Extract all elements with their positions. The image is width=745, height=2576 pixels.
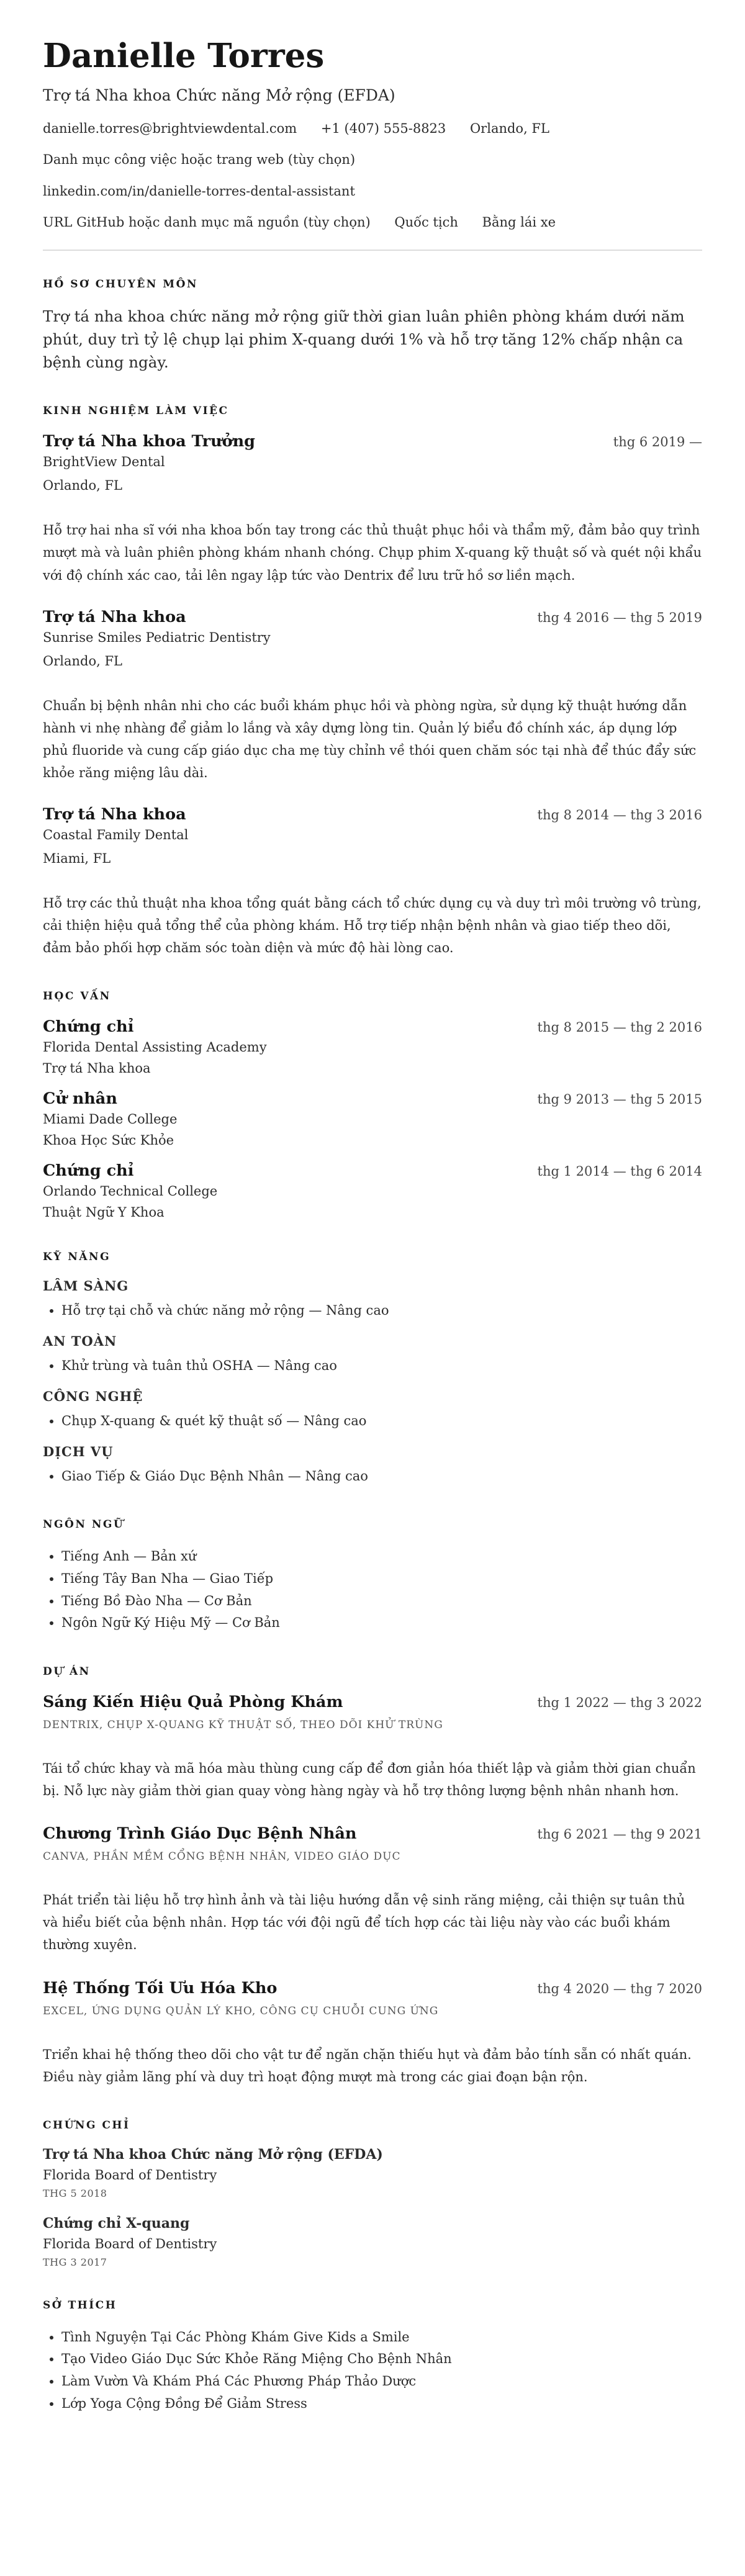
experience-description: Chuẩn bị bệnh nhân nhi cho các buổi khám phục hồi và phòng ngừa, sử dụng kỹ thuật hướng dẫn hành vi nhẹ nhàng để giảm lo lắng và xây dựng lòng tin. Quản lý biểu đồ chính xác, áp dụng lớp phủ fluoride và cung cấp giáo dục cha mẹ tùy chỉnh về thói quen chăm sóc tại nhà để thúc đẩy sức khỏe răng miệng lâu dài. [43, 698, 697, 781]
section-heading: HỌC VẤN [43, 990, 111, 1003]
resume-header [43, 37, 702, 231]
education-dates: thg 8 2015 — thg 2 2016 [537, 1020, 702, 1035]
education-field: Khoa Học Sức Khỏe [43, 1133, 174, 1148]
education-field: Thuật Ngữ Y Khoa [43, 1205, 165, 1220]
skill-item: • Giao Tiếp & Giáo Dục Bệnh Nhân — Nâng cao [61, 1466, 702, 1488]
interest-list [43, 2326, 702, 2415]
experience-title: Trợ tá Nha khoa [43, 805, 186, 824]
section-heading: NGÔN NGỮ [43, 1518, 125, 1531]
experience-item [43, 805, 702, 959]
projects-section [43, 1665, 702, 2088]
candidate-name: Danielle Torres [43, 37, 325, 75]
languages-section [43, 1518, 702, 1634]
education-dates: thg 9 2013 — thg 5 2015 [537, 1092, 702, 1107]
phone[interactable]: +1 (407) 555-8823 [320, 120, 446, 136]
drivers-license: Bằng lái xe [482, 214, 556, 230]
skill-list [43, 1410, 702, 1433]
education-item [43, 1161, 702, 1220]
skill-list [43, 1355, 702, 1377]
project-item [43, 1824, 702, 1956]
education-section [43, 990, 702, 1220]
project-title: Sáng Kiến Hiệu Quả Phòng Khám [43, 1692, 343, 1711]
interest-item: • Tình Nguyện Tại Các Phòng Khám Give Kids a Smile [61, 2326, 702, 2349]
experience-description: Hỗ trợ hai nha sĩ với nha khoa bốn tay trong các thủ thuật phục hồi và thẩm mỹ, đảm bảo quy trình mượt mà và luân phiên phòng khám nhanh chóng. Chụp phim X-quang kỹ thuật số và quét nội khẩu với độ chính xác cao, tải lên ngay lập tức vào Dentrix để lưu trữ hồ sơ liền mạch. [43, 523, 702, 583]
project-description: Tái tổ chức khay và mã hóa màu thùng cung cấp để đơn giản hóa thiết lập và giảm thời gian chuẩn bị. Nỗ lực này giảm thời gian quay vòng hàng ngày và hỗ trợ thông lượng bệnh nhân nhanh hơn. [43, 1760, 696, 1799]
language-list [43, 1546, 702, 1634]
section-heading: KỸ NĂNG [43, 1251, 111, 1264]
skill-item: • Chụp X-quang & quét kỹ thuật số — Nâng cao [61, 1410, 702, 1433]
project-description: Phát triển tài liệu hỗ trợ hình ảnh và tài liệu hướng dẫn vệ sinh răng miệng, cải thiện sự tuân thủ và hiểu biết của bệnh nhân. Hợp tác với đội ngũ để tích hợp các tài liệu này vào các buổi khám thường xuyên. [43, 1893, 685, 1953]
language-item: • Tiếng Bồ Đào Nha — Cơ Bản [61, 1590, 702, 1613]
header-divider [43, 250, 702, 251]
project-tech: DENTRIX, CHỤP X-QUANG KỸ THUẬT SỐ, THEO DÕI KHỬ TRÙNG [43, 1718, 443, 1731]
certification-item [43, 2146, 702, 2199]
education-dates: thg 1 2014 — thg 6 2014 [537, 1164, 702, 1179]
experience-company: Coastal Family Dental [43, 827, 189, 843]
experience-location: Miami, FL [43, 851, 111, 867]
education-degree: Chứng chỉ [43, 1161, 134, 1181]
email[interactable]: danielle.torres@brightviewdental.com [43, 120, 297, 136]
experience-title: Trợ tá Nha khoa [43, 607, 186, 626]
section-heading: SỞ THÍCH [43, 2299, 117, 2312]
project-title: Chương Trình Giáo Dục Bệnh Nhân [43, 1824, 357, 1844]
language-item: • Tiếng Anh — Bản xứ [61, 1546, 702, 1568]
interests-section [43, 2299, 702, 2415]
project-tech: CANVA, PHẦN MỀM CỔNG BỆNH NHÂN, VIDEO GIÁO DỤC [43, 1850, 401, 1863]
interest-item: • Lớp Yoga Cộng Đồng Để Giảm Stress [61, 2393, 702, 2415]
section-heading: HỒ SƠ CHUYÊN MÔN [43, 278, 198, 291]
language-item: • Ngôn Ngữ Ký Hiệu Mỹ — Cơ Bản [61, 1612, 702, 1634]
interest-item: • Làm Vườn Và Khám Phá Các Phương Pháp Thảo Dược [61, 2371, 702, 2393]
education-school: Orlando Technical College [43, 1184, 218, 1199]
experience-item [43, 608, 702, 784]
skill-item: • Khử trùng và tuân thủ OSHA — Nâng cao [61, 1355, 702, 1377]
experience-description: Hỗ trợ các thủ thuật nha khoa tổng quát bằng cách tổ chức dụng cụ và duy trì môi trường vô trùng, cải thiện hiệu quả tổng thể của phòng khám. Hỗ trợ tiếp nhận bệnh nhân và giao tiếp theo dõi, đảm bảo phối hợp chăm sóc toàn diện và mức độ hài lòng cao. [43, 896, 702, 956]
education-field: Trợ tá Nha khoa [43, 1061, 151, 1076]
section-heading: KINH NGHIỆM LÀM VIỆC [43, 405, 229, 418]
certification-issuer: Florida Board of Dentistry [43, 2236, 217, 2251]
project-dates: thg 1 2022 — thg 3 2022 [537, 1695, 702, 1710]
experience-company: BrightView Dental [43, 454, 165, 470]
language-item: • Tiếng Tây Ban Nha — Giao Tiếp [61, 1568, 702, 1590]
experience-location: Orlando, FL [43, 478, 122, 493]
experience-item [43, 432, 702, 586]
interest-item: • Tạo Video Giáo Dục Sức Khỏe Răng Miệng Cho Bệnh Nhân [61, 2348, 702, 2371]
summary-section [43, 278, 702, 374]
linkedin-link[interactable]: linkedin.com/in/danielle-torres-dental-assistant [43, 183, 355, 199]
experience-title: Trợ tá Nha khoa Trưởng [43, 432, 255, 451]
experience-dates: thg 4 2016 — thg 5 2019 [537, 610, 702, 625]
skill-category: AN TOÀN [43, 1333, 117, 1349]
project-dates: thg 4 2020 — thg 7 2020 [537, 1981, 702, 1996]
certification-name: Trợ tá Nha khoa Chức năng Mở rộng (EFDA) [43, 2146, 383, 2163]
experience-dates: thg 6 2019 — [613, 435, 702, 450]
job-title: Trợ tá Nha khoa Chức năng Mở rộng (EFDA) [43, 86, 395, 104]
skills-section [43, 1251, 702, 1487]
section-heading: DỰ ÁN [43, 1665, 91, 1678]
project-item [43, 1693, 702, 1802]
certification-date: THG 5 2018 [43, 2187, 107, 2199]
misc-row [43, 214, 702, 231]
nationality: Quốc tịch [394, 214, 458, 230]
experience-location: Orlando, FL [43, 653, 122, 669]
skill-list [43, 1300, 702, 1322]
skill-item: • Hỗ trợ tại chỗ và chức năng mở rộng — Nâng cao [61, 1300, 702, 1322]
skill-list [43, 1466, 702, 1488]
education-degree: Chứng chỉ [43, 1017, 134, 1037]
experience-section [43, 405, 702, 959]
experience-dates: thg 8 2014 — thg 3 2016 [537, 808, 702, 823]
project-item [43, 1979, 702, 2088]
project-dates: thg 6 2021 — thg 9 2021 [537, 1827, 702, 1842]
github-link[interactable]: URL GitHub hoặc danh mục mã nguồn (tùy chọn) [43, 214, 371, 230]
certification-issuer: Florida Board of Dentistry [43, 2167, 217, 2182]
location: Orlando, FL [469, 120, 549, 136]
certification-date: THG 3 2017 [43, 2256, 107, 2268]
section-heading: CHỨNG CHỈ [43, 2119, 130, 2132]
certifications-section [43, 2119, 702, 2268]
skill-category: DỊCH VỤ [43, 1443, 114, 1459]
summary-text: Trợ tá nha khoa chức năng mở rộng giữ thời gian luân phiên phòng khám dưới năm phút, duy trì tỷ lệ chụp lại phim X-quang dưới 1% và hỗ trợ tăng 12% chấp nhận ca bệnh cùng ngày. [43, 307, 685, 371]
education-item [43, 1017, 702, 1076]
education-school: Miami Dade College [43, 1112, 178, 1127]
project-title: Hệ Thống Tối Ưu Hóa Kho [43, 1978, 278, 1997]
certification-name: Chứng chỉ X-quang [43, 2215, 190, 2231]
certification-item [43, 2215, 702, 2268]
experience-company: Sunrise Smiles Pediatric Dentistry [43, 629, 271, 645]
contact-row [43, 120, 702, 137]
skill-category: LÂM SÀNG [43, 1278, 129, 1294]
education-degree: Cử nhân [43, 1089, 117, 1109]
education-item [43, 1089, 702, 1148]
portfolio-link[interactable]: Danh mục công việc hoặc trang web (tùy chọn) [43, 152, 356, 168]
skill-category: CÔNG NGHỆ [43, 1388, 143, 1404]
education-school: Florida Dental Assisting Academy [43, 1040, 267, 1055]
project-description: Triển khai hệ thống theo dõi cho vật tư để ngăn chặn thiếu hụt và đảm bảo tính sẵn có nhất quán. Điều này giảm lãng phí và duy trì hoạt động mượt mà trong các giai đoạn bận rộn. [43, 2047, 692, 2084]
project-tech: EXCEL, ỨNG DỤNG QUẢN LÝ KHO, CÔNG CỤ CHUỖI CUNG ỨNG [43, 2004, 439, 2017]
